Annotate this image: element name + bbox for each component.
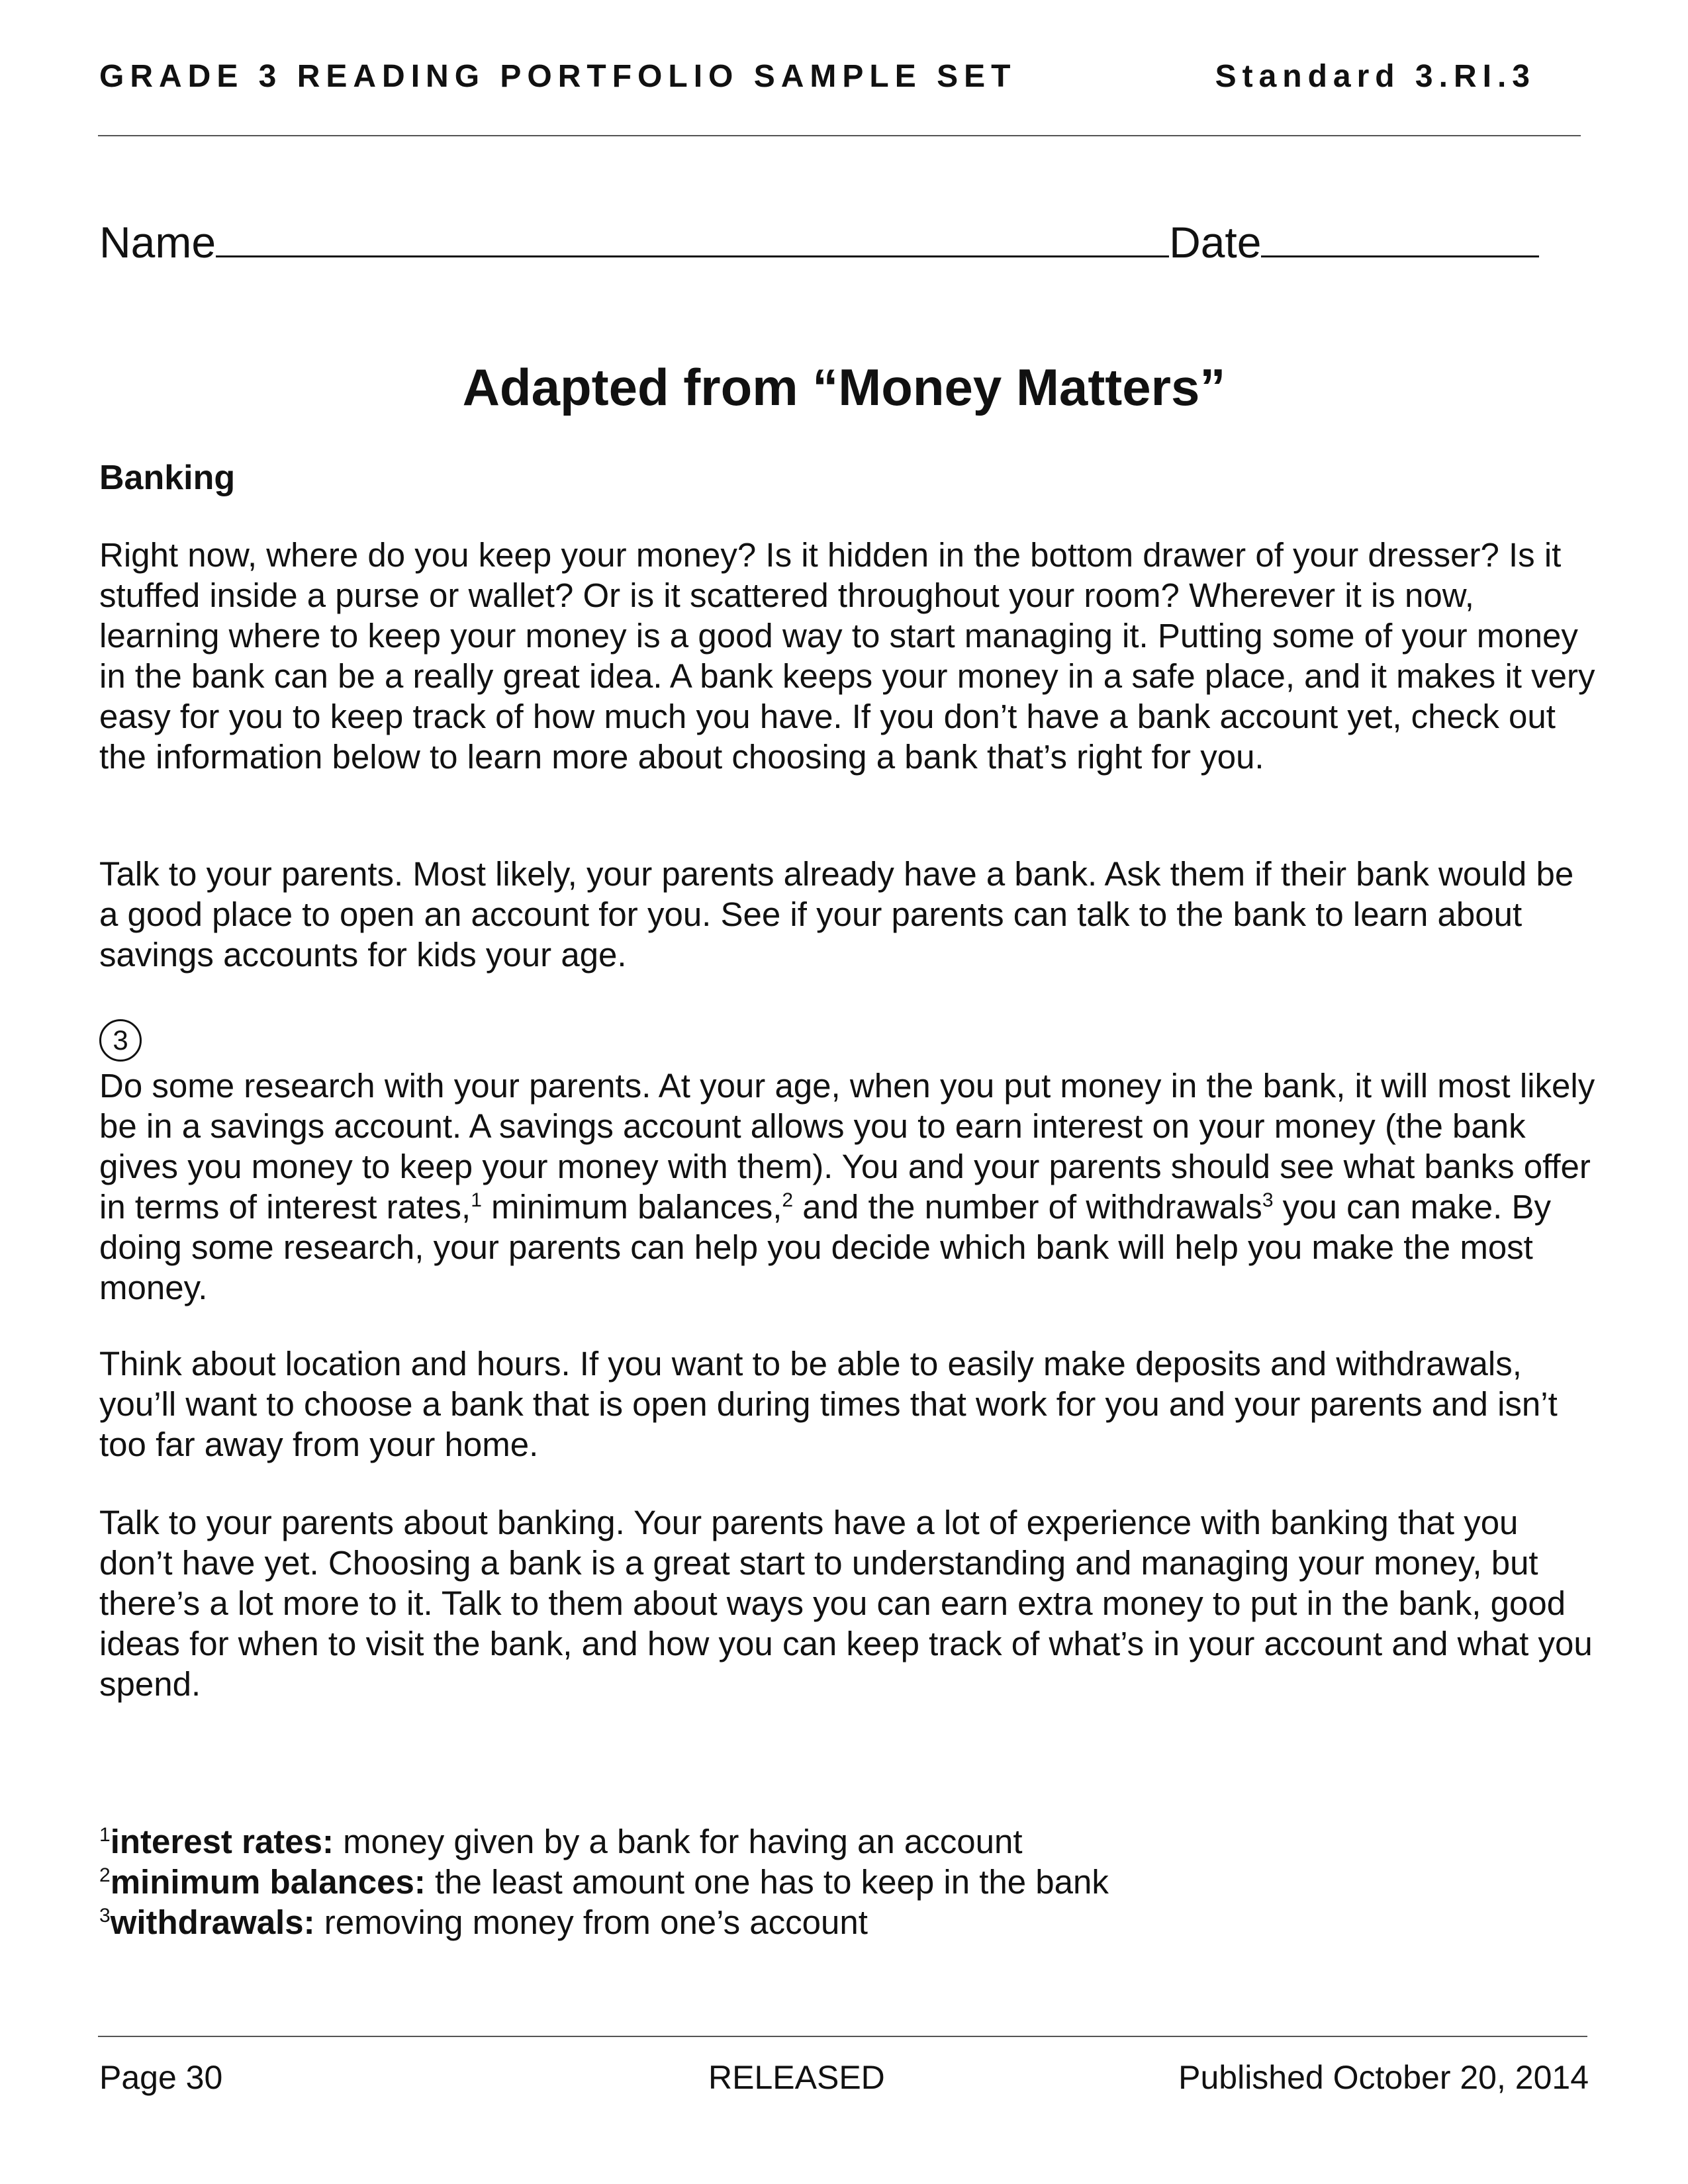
date-label: Date [1169,218,1262,267]
footnote-2 [99,1862,1556,1902]
footnote-ref-3: 3 [1262,1189,1274,1211]
footnote-term: interest rates: [110,1823,334,1860]
name-field[interactable] [216,216,1169,257]
footnote-1 [99,1821,1556,1862]
paragraph-3-text-a: Do some research with your parents. At your age, when you put money in the bank, it will most likely be in a savings account. A savings account allows you to earn interest on your money (the bank gives you money to keep your money with them). You and your parents should see what banks offer in terms of interest rates, [99,1067,1595,1226]
footnote-number: 3 [99,1905,111,1927]
footnote-definition: removing money from one’s account [314,1903,868,1941]
paragraph-4: Think about location and hours. If you want to be able to easily make deposits and withdrawals, you’ll want to choose a bank that is open during times that work for you and your parents and isn’t too far away from your home. [99,1345,1558,1463]
footnote-number: 2 [99,1864,111,1886]
header-title: GRADE 3 READING PORTFOLIO SAMPLE SET [99,59,1017,94]
paragraph-3-text-d: you can make. By doing some research, your parents can help you decide which bank will help you make the most money. [99,1188,1552,1306]
page-title: Adapted from “Money Matters” [462,358,1226,416]
page-header [99,58,1536,98]
footer-divider [98,2036,1587,2037]
paragraph-3-text-c: and the number of withdrawals [793,1188,1262,1226]
header-standard: Standard 3.RI.3 [1215,59,1536,94]
footnotes [99,1821,1556,1942]
date-field[interactable] [1261,216,1539,257]
footnote-ref-2: 2 [782,1189,794,1211]
footnote-3 [99,1902,1556,1942]
paragraph-3-text-b: minimum balances, [481,1188,782,1226]
footnote-ref-1: 1 [471,1189,482,1211]
section-heading: Banking [99,459,236,497]
paragraph-3 [99,1066,1595,1308]
header-divider [98,135,1581,136]
footnote-term: withdrawals: [110,1903,315,1941]
footnote-definition: the least amount one has to keep in the bank [425,1863,1109,1901]
name-date-line [99,216,1582,267]
paragraph-5: Talk to your parents about banking. Your parents have a lot of experience with banking that you don’t have yet. Choosing a bank is a great start to understanding and managing your money, but there’s a lot more to it. Talk to them about ways you can earn extra money to put in the bank, good ideas for when to visit the bank, and how you can keep track of what’s in your account and what you spend. [99,1504,1593,1703]
page-number: Page 30 [99,2059,223,2096]
release-status: RELEASED [708,2059,885,2096]
paragraph-1: Right now, where do you keep your money? Is it hidden in the bottom drawer of your dresser? Is it stuffed inside a purse or wallet? Or is it scattered throughout your room? Wherever it is now, learning where to keep your money is a good way to start managing it. Putting some of your money in the bank can be a really great idea. A bank keeps your money in a safe place, and it makes it very easy for you to keep track of how much you have. If you don’t have a bank account yet, check out the information below to learn more about choosing a bank that’s right for you. [99,536,1595,776]
paragraph-2: Talk to your parents. Most likely, your parents already have a bank. Ask them if their bank would be a good place to open an account for you. See if your parents can talk to the bank to learn about savings accounts for kids your age. [99,855,1574,974]
name-label: Name [99,218,216,267]
footnote-term: minimum balances: [110,1863,426,1901]
publish-date: Published October 20, 2014 [1178,2059,1589,2096]
paragraph-number-marker: 3 [99,1019,142,1062]
footnote-definition: money given by a bank for having an account [334,1823,1023,1860]
footnote-number: 1 [99,1824,111,1846]
